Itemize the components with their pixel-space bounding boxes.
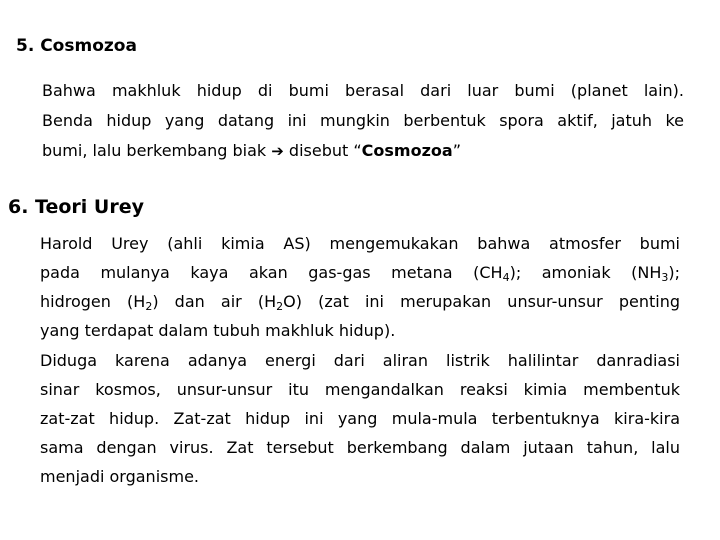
text-fragment: pada mulanya kaya akan gas-gas metana (CH [40, 263, 503, 282]
close-quote: ” [452, 141, 461, 160]
cosmozoa-term: Cosmozoa [361, 141, 453, 160]
text-line [42, 136, 684, 166]
section-6-heading: 6. Teori Urey [8, 196, 144, 218]
urey-paragraph-1 [40, 229, 680, 345]
subscript: 2 [276, 300, 284, 313]
text-line: zat-zat hidup. Zat-zat hidup ini yang mula-mula terbentuknya kira-kira [40, 409, 680, 428]
text-line [40, 287, 680, 316]
cosmozoa-paragraph [42, 76, 684, 166]
section-5-heading: 5. Cosmozoa [16, 36, 137, 56]
right-arrow-icon: ➔ [271, 142, 284, 160]
text-line: sinar kosmos, unsur-unsur itu mengandalkan reaksi kimia membentuk [40, 380, 680, 399]
text-fragment: ); [668, 263, 680, 282]
text-line: Bahwa makhluk hidup di bumi berasal dari luar bumi (planet lain). [42, 81, 684, 100]
subscript: 2 [145, 300, 153, 313]
open-quote: “ [353, 141, 362, 160]
text-fragment: ) dan air (H [152, 292, 277, 311]
text-fragment: O) (zat ini merupakan unsur-unsur penting [283, 292, 681, 311]
subscript: 4 [502, 271, 510, 284]
text-line: Diduga karena adanya energi dari aliran listrik halilintar danradiasi [40, 351, 680, 370]
text-fragment: ); amoniak (NH [509, 263, 662, 282]
text-fragment: hidrogen (H [40, 292, 146, 311]
text-fragment: disebut [288, 141, 349, 160]
text-line: Harold Urey (ahli kimia AS) mengemukakan bahwa atmosfer bumi [40, 234, 680, 253]
text-line: Benda hidup yang datang ini mungkin berbentuk spora aktif, jatuh ke [42, 111, 684, 130]
text-line [40, 258, 680, 287]
subscript: 3 [661, 271, 669, 284]
urey-paragraph-2 [40, 346, 680, 491]
text-line: menjadi organisme. [40, 467, 199, 486]
text-line: sama dengan virus. Zat tersebut berkembang dalam jutaan tahun, lalu [40, 438, 680, 457]
text-fragment: bumi, lalu berkembang biak [42, 141, 267, 160]
text-line: yang terdapat dalam tubuh makhluk hidup). [40, 321, 396, 340]
